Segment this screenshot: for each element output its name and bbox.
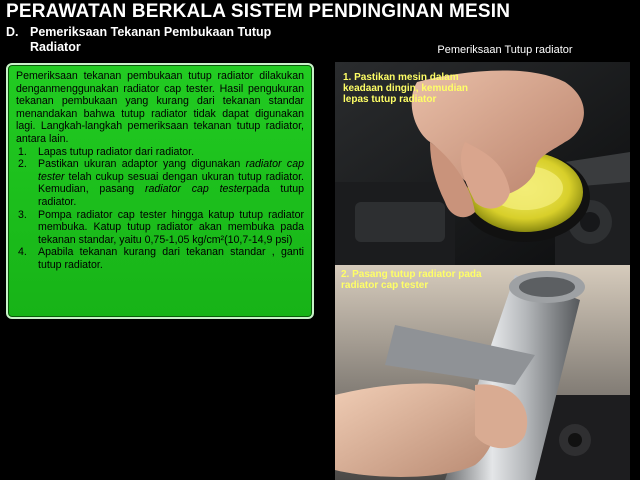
section-title: Pemeriksaan Tekanan Pembukaan Tutup Radiator [30,25,272,54]
step-item [16,246,304,271]
procedure-box [6,63,314,319]
step-text-italic: radiator cap tester [38,158,304,183]
photo-remove-cap [335,62,630,265]
photo-caption: Pemeriksaan Tutup radiator [437,44,573,56]
step-text: telah cukup sesuai dengan ukuran tutup radiator. Kemudian, pasang [38,170,304,196]
tester-image [335,265,630,480]
step-text: Pastikan ukuran adaptor yang digunakan [38,158,246,171]
step2-photo-label: 2. Pasang tutup radiator pada radiator cap tester [341,269,482,291]
step-number: 4. [18,246,27,259]
steps-list [16,146,304,272]
step-number: 3. [18,208,27,221]
step-text: pada tutup radiator. [38,183,304,208]
step-text-italic: radiator cap tester [144,183,247,196]
step-number: 1. [18,145,27,158]
step-text: Pompa radiator cap tester hingga katup tutup radiator membuka. Katup tutup radiator akan membuka pada tekanan standar, yaitu 0,75-1,05 kg/cm²(10,7-14,9 psi) [38,208,304,246]
photo-install-tester [335,265,630,480]
section-letter: D. [6,25,19,39]
slide-title: PERAWATAN BERKALA SISTEM PENDINGINAN MESIN [6,1,511,22]
step-item [16,209,304,247]
step-item [16,158,304,208]
step-text: Lapas tutup radiator dari radiator. [38,145,195,158]
step-text: Apabila tekanan kurang dari tekanan standar , ganti tutup radiator. [38,246,304,271]
intro-paragraph: Pemeriksaan tekanan pembukaan tutup radiator dilakukan denganmenggunakan radiator cap tester. Hasil pengukuran tekanan pembukaan yang kurang dari tekanan standar menandakan bahwa tutup radiator tidak dapat digunakan lagi. Langkah-langkah pemeriksaan tekanan tutup radiator, antara lain. [16,70,304,145]
step1-photo-label: 1. Pastikan mesin dalam keadaan dingin, kemudian lepas tutup radiator [343,72,469,105]
step-item [16,146,304,159]
step-number: 2. [18,158,27,171]
